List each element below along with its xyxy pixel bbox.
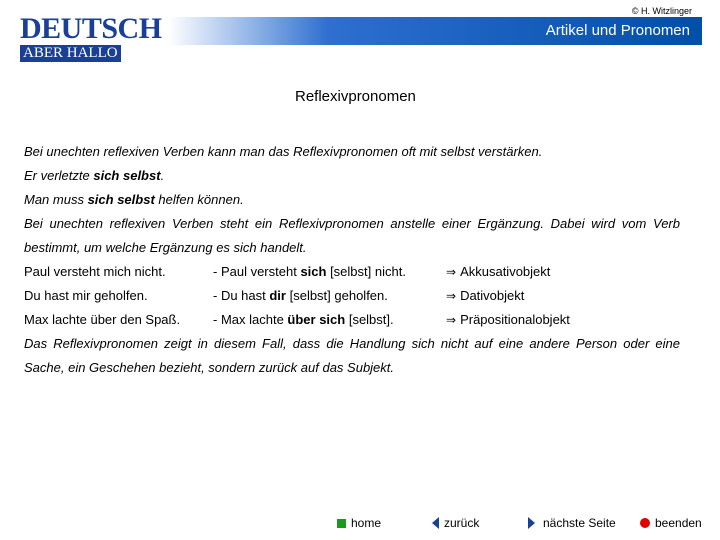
example-2-bold: sich selbst <box>87 192 155 207</box>
reflexive-pre: - Du hast <box>213 288 270 303</box>
example-1 <box>24 164 680 188</box>
home-label: home <box>351 516 382 530</box>
arrow-right-icon: ⇒ <box>446 313 457 327</box>
next-label: nächste Seite <box>543 516 616 530</box>
end-circle-icon <box>640 518 650 528</box>
example-table <box>24 260 570 332</box>
object-type: Akkusativobjekt <box>460 264 551 279</box>
header-title: Artikel und Pronomen <box>545 22 690 39</box>
logo <box>20 14 168 62</box>
paragraph-3: Das Reflexivpronomen zeigt in diesem Fall, dass die Handlung sich nicht auf eine andere Person oder eine Sache, ein Geschehen bezieht, sondern zurück auf das Subjekt. <box>24 336 680 375</box>
reflexive-pre: - Max lachte <box>213 312 288 327</box>
paragraph-2: Bei unechten reflexiven Verben steht ein Reflexivpronomen anstelle einer Ergänzung. Dabei wird vom Verb bestimmt, um welche Ergänzung es sich handelt. <box>24 216 680 255</box>
back-arrow-icon <box>432 517 439 529</box>
reflexive-bold: dir <box>269 288 286 303</box>
table-cell-sentence: Du hast mir geholfen. <box>24 288 148 303</box>
example-1-pre: Er verletzte <box>24 168 94 183</box>
object-type: Dativobjekt <box>460 288 525 303</box>
reflexive-bold: über sich <box>287 312 346 327</box>
arrow-right-icon: ⇒ <box>446 265 457 279</box>
reflexive-post: [selbst]. <box>345 312 394 327</box>
home-square-icon <box>337 519 346 528</box>
back-button[interactable] <box>432 516 479 530</box>
table-row <box>24 308 570 332</box>
table-row <box>24 284 570 308</box>
example-2 <box>24 188 680 212</box>
example-1-bold: sich selbst <box>93 168 161 183</box>
next-arrow-icon <box>528 517 535 529</box>
reflexive-bold: sich <box>300 264 327 279</box>
reflexive-pre: - Paul versteht <box>213 264 301 279</box>
example-2-pre: Man muss <box>24 192 88 207</box>
end-label: beenden <box>655 516 702 530</box>
reflexive-post: [selbst] geholfen. <box>285 288 388 303</box>
end-button[interactable] <box>640 516 702 530</box>
table-cell-object <box>446 260 570 284</box>
example-1-post: . <box>160 168 165 183</box>
content-area <box>24 140 680 380</box>
logo-main-text: DEUTSCH <box>20 12 162 45</box>
reflexive-post: [selbst] nicht. <box>326 264 406 279</box>
table-cell-object <box>446 308 570 332</box>
back-label: zurück <box>444 516 480 530</box>
object-type: Präpositionalobjekt <box>460 312 570 327</box>
example-2-post: helfen können. <box>154 192 244 207</box>
home-button[interactable] <box>337 516 381 530</box>
slide-title: Reflexivpronomen <box>295 88 416 105</box>
table-cell-reflexive <box>213 260 446 284</box>
copyright-notice: © H. Witzlinger <box>631 6 692 16</box>
table-cell-reflexive <box>213 308 446 332</box>
logo-sub-text: ABER HALLO <box>20 45 121 62</box>
intro-text: Bei unechten reflexiven Verben kann man das Reflexivpronomen oft mit selbst verstärken. <box>24 144 543 159</box>
arrow-right-icon: ⇒ <box>446 289 457 303</box>
table-cell-object <box>446 284 570 308</box>
next-page-button[interactable] <box>528 516 616 530</box>
table-cell-sentence: Max lachte über den Spaß. <box>24 312 181 327</box>
table-row <box>24 260 570 284</box>
table-cell-sentence: Paul versteht mich nicht. <box>24 264 166 279</box>
header-bar <box>168 17 702 45</box>
table-cell-reflexive <box>213 284 446 308</box>
